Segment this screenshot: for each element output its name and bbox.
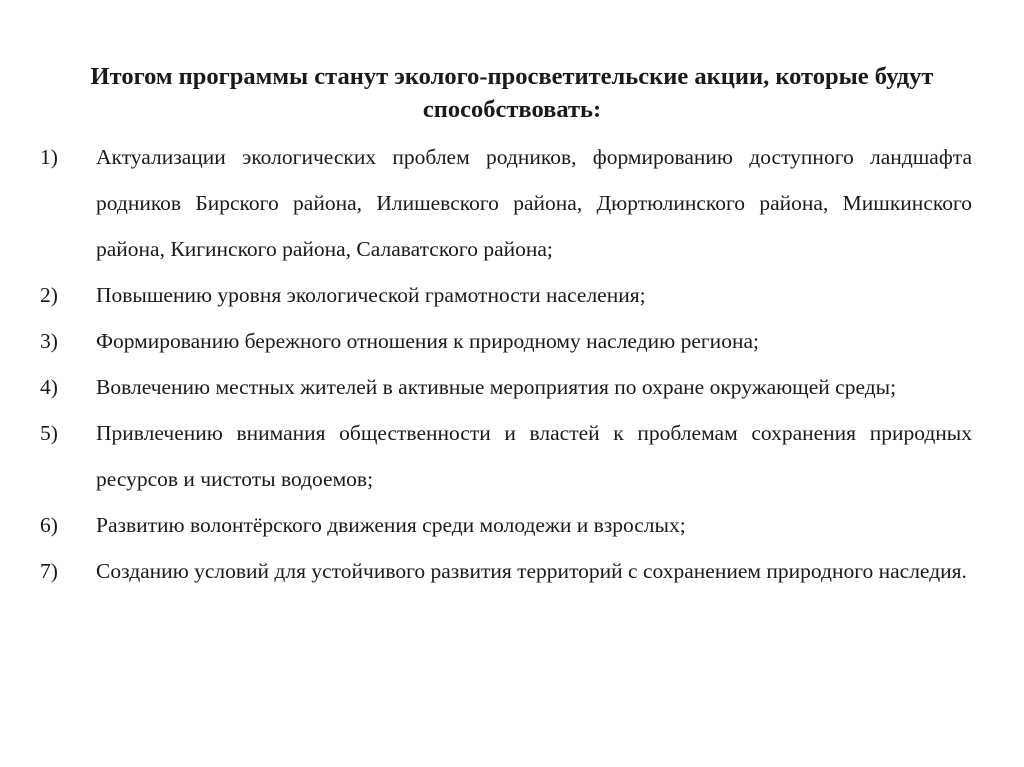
list-item-text: Созданию условий для устойчивого развития территорий с сохранением природного наследия. [96, 559, 967, 583]
list-item-number: 4) [40, 375, 58, 399]
list-item-number: 5) [40, 421, 58, 445]
list-item [40, 134, 972, 272]
list-item-text: Развитию волонтёрского движения среди молодежи и взрослых; [96, 513, 686, 537]
list-item-number: 7) [40, 559, 58, 583]
list-item-text: Формированию бережного отношения к природному наследию региона; [96, 329, 759, 353]
list-item [40, 364, 972, 410]
list-item-text: Вовлечению местных жителей в активные мероприятия по охране окружающей среды; [96, 375, 897, 399]
list-item-number: 1) [40, 145, 58, 169]
list-item-text: Привлечению внимания общественности и властей к проблемам сохранения природных ресурсов и чистоты водоемов; [96, 421, 972, 491]
list-item-number: 6) [40, 513, 58, 537]
list-item [40, 272, 972, 318]
list-item [40, 410, 972, 502]
list-item-text: Актуализации экологических проблем родников, формированию доступного ландшафта родников Бирского района, Илишевского района, Дюртюлинского района, Мишкинского района, Кигинского района, Салаватского района; [96, 145, 972, 261]
list-item [40, 502, 972, 548]
outcomes-list [40, 134, 972, 594]
list-item-number: 3) [40, 329, 58, 353]
list-item-number: 2) [40, 283, 58, 307]
list-item [40, 318, 972, 364]
slide-title: Итогом программы станут эколого-просветительские акции, которые будут способствовать: [90, 63, 934, 123]
list-item [40, 548, 972, 594]
list-item-text: Повышению уровня экологической грамотности населения; [96, 283, 646, 307]
